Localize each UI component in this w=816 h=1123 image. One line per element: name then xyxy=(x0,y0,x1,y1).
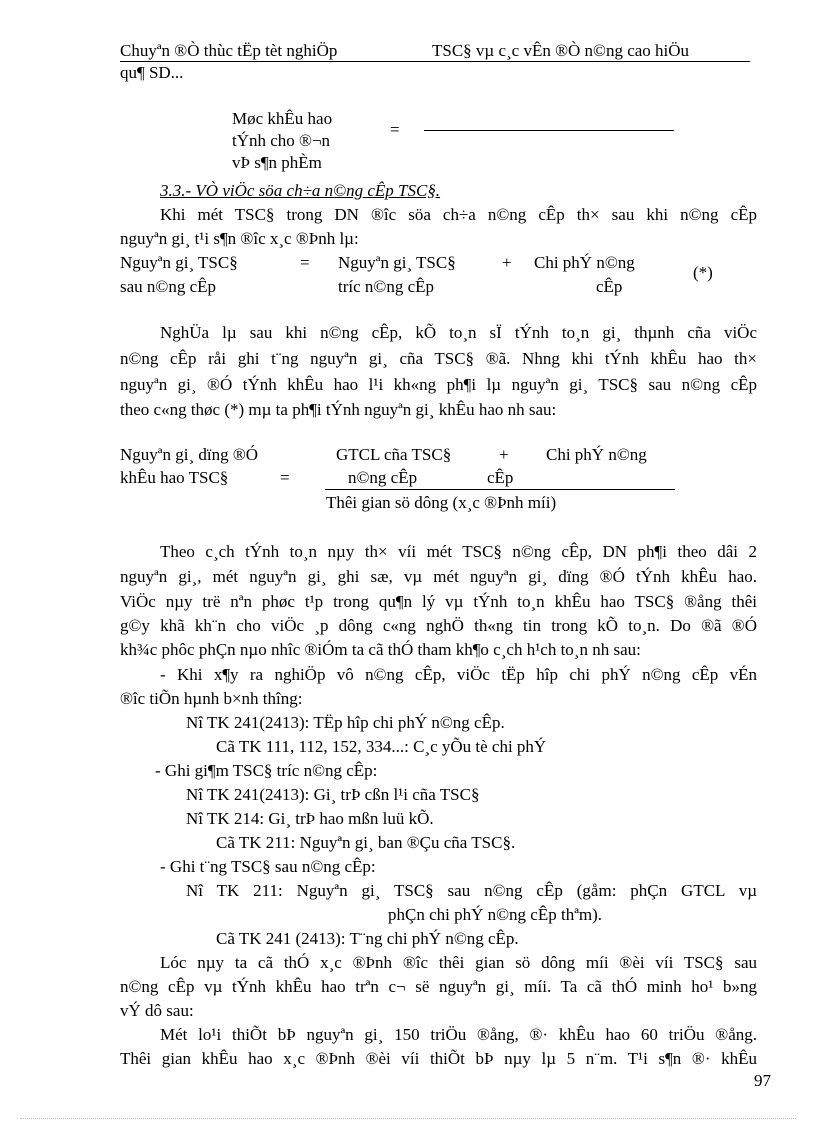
para4-line2: n©ng cÊp vµ tÝnh khÊu hao trªn c¬ së nguyªn gi¸ míi. Ta cã thÓ minh ho¹ b»ng xyxy=(120,977,757,996)
item-increase-upgrade-cont: ®îc tiÕn hµnh b×nh thîng: xyxy=(120,689,303,708)
para2-line3: nguyªn gi¸ ®Ó tÝnh khÊu hao l¹i kh«ng ph¶i lµ nguyªn gi¸ TSC§ sau n©ng cÊp xyxy=(120,375,757,394)
formula1-line3: vÞ s¶n phÈm xyxy=(232,153,322,172)
entry-debit-214: Nî TK 214: Gi¸ trÞ hao mßn luü kÕ. xyxy=(186,809,434,828)
para2-line4: theo c«ng thøc (*) mµ ta ph¶i tÝnh nguyªn gi¸ khÊu hao nh sau: xyxy=(120,400,557,419)
para3-line4: g©y khã kh¨n cho viÖc ¸p dông c«ng nghÖ th«ng tin trong kÕ to¸n. Do ®ã ®Ó xyxy=(120,616,757,635)
entry-credit-211: Cã TK 211: Nguyªn gi¸ ban ®Çu cña TSC§. xyxy=(216,833,516,852)
formula3-num2: Chi phÝ n©ng xyxy=(546,445,647,464)
para2-line1: NghÜa lµ sau khi n©ng cÊp, kÕ to¸n sÏ tÝnh to¸n gi¸ thµnh cña viÖc xyxy=(160,323,757,342)
item-increase-after: - Ghi t¨ng TSC§ sau n©ng cÊp: xyxy=(160,857,376,876)
formula3-left2: khÊu hao TSC§ xyxy=(120,468,229,487)
formula2-right1: Chi phÝ n©ng xyxy=(534,253,635,272)
item-increase-upgrade: - Khi x¶y ra nghiÖp vô n©ng cÊp, viÖc tËp hîp chi phÝ n©ng cÊp vÉn xyxy=(160,665,757,684)
entry-debit-211: Nî TK 211: Nguyªn gi¸ TSC§ sau n©ng cÊp (gåm: phÇn GTCL vµ xyxy=(186,881,757,900)
formula3-plus: + xyxy=(499,445,509,464)
entry-credit-241: Cã TK 241 (2413): T¨ng chi phÝ n©ng cÊp. xyxy=(216,929,519,948)
formula2-plus: + xyxy=(502,253,512,272)
section-title: 3.3.- VÒ viÖc söa ch÷a n©ng cÊp TSC§. xyxy=(160,181,441,200)
entry-debit-211-cont: phÇn chi phÝ n©ng cÊp thªm). xyxy=(388,905,603,924)
entry-credit-cost-elements: Cã TK 111, 112, 152, 334...: C¸c yÕu tè chi phÝ xyxy=(216,737,547,756)
page-bottom-divider xyxy=(20,1118,796,1119)
para3-line1: Theo c¸ch tÝnh to¸n nµy th× víi mét TSC§ n©ng cÊp, DN ph¶i theo dâi 2 xyxy=(160,542,757,561)
formula1-line1: Møc khÊu hao xyxy=(232,109,333,128)
para4-line3: vÝ dô sau: xyxy=(120,1001,194,1020)
header-right: TSC§ vµ c¸c vÊn ®Ò n©ng cao hiÖu xyxy=(432,41,690,60)
formula2-star: (*) xyxy=(693,263,713,282)
para3-line2: nguyªn gi¸, mét nguyªn gi¸ ghi sæ, vµ mét nguyªn gi¸ dïng ®Ó tÝnh khÊu hao. xyxy=(120,567,757,586)
formula3-num4: cÊp xyxy=(487,468,514,487)
formula2-right2: cÊp xyxy=(596,277,623,296)
formula3-num1: GTCL cña TSC§ xyxy=(336,445,452,464)
formula3-equals: = xyxy=(280,468,290,487)
header-continuation: qu¶ SD... xyxy=(120,63,184,82)
para3-line5: kh¾c phôc phÇn nµo nhîc ®iÓm ta cã thÓ tham kh¶o c¸ch h¹ch to¸n nh sau: xyxy=(120,640,641,659)
entry-debit-241-collect: Nî TK 241(2413): TËp hîp chi phÝ n©ng cÊp. xyxy=(186,713,505,732)
formula2-left2: sau n©ng cÊp xyxy=(120,277,217,296)
para5-line1: Mét lo¹i thiÕt bÞ nguyªn gi¸ 150 triÖu ®ång, ®· khÊu hao 60 triÖu ®ång. xyxy=(160,1025,757,1044)
formula3-fraction-line xyxy=(325,489,675,490)
para2-line2: n©ng cÊp råi ghi t¨ng nguyªn gi¸ cña TSC§ ®ã. Nhng khi tÝnh khÊu hao th× xyxy=(120,349,757,368)
formula1-equals: = xyxy=(390,120,400,139)
formula1-fraction-line xyxy=(424,130,674,131)
formula3-left1: Nguyªn gi¸ dïng ®Ó xyxy=(120,445,259,464)
item-decrease-before: - Ghi gi¶m TSC§ tríc n©ng cÊp: xyxy=(155,761,378,780)
formula3-num3: n©ng cÊp xyxy=(348,468,418,487)
para1-line1: Khi mét TSC§ trong DN ®îc söa ch÷a n©ng cÊp th× sau khi n©ng cÊp xyxy=(160,205,757,224)
para4-line1: Lóc nµy ta cã thÓ x¸c ®Þnh ®îc thêi gian sö dông míi ®èi víi TSC§ sau xyxy=(160,953,757,972)
formula3-denominator: Thêi gian sö dông (x¸c ®Þnh míi) xyxy=(326,493,557,512)
entry-debit-241-residual: Nî TK 241(2413): Gi¸ trÞ cßn l¹i cña TSC§ xyxy=(186,785,480,804)
formula1-line2: tÝnh cho ®¬n xyxy=(232,131,331,150)
formula2-mid2: tríc n©ng cÊp xyxy=(338,277,434,296)
para3-line3: ViÖc nµy trë nªn phøc t¹p trong qu¶n lý vµ tÝnh to¸n khÊu hao TSC§ ®ång thêi xyxy=(120,592,757,611)
header-underline xyxy=(120,61,750,62)
para5-line2: Thêi gian khÊu hao x¸c ®Þnh ®èi víi thiÕt bÞ nµy lµ 5 n¨m. T¹i s¶n ®· khÊu xyxy=(120,1049,757,1068)
formula2-left1: Nguyªn gi¸ TSC§ xyxy=(120,253,238,272)
page-number: 97 xyxy=(754,1071,771,1090)
formula2-equals: = xyxy=(300,253,310,272)
para1-line2: nguyªn gi¸ t¹i s¶n ®îc x¸c ®Þnh lµ: xyxy=(120,229,359,248)
formula2-mid1: Nguyªn gi¸ TSC§ xyxy=(338,253,456,272)
header-left: Chuyªn ®Ò thùc tËp tèt nghiÖp xyxy=(120,41,338,60)
